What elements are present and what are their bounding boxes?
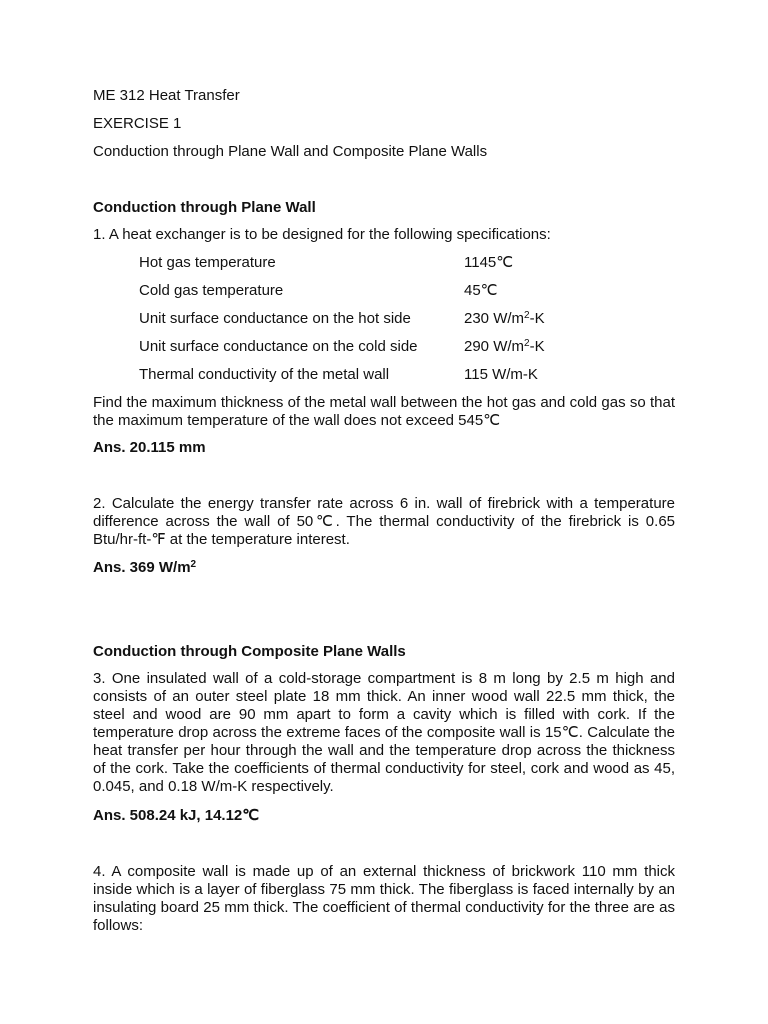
spec-name: Thermal conductivity of the metal wall xyxy=(139,366,390,383)
exercise-title: EXERCISE 1 xyxy=(93,115,182,132)
problem-2-text: 2. Calculate the energy transfer rate across 6 in. wall of firebrick with a temperature difference across the wall of 50℃. The thermal conductivity of the firebrick is 0.65 Btu/hr-ft-℉ at the temperature interest. xyxy=(93,495,675,548)
spec-name: Unit surface conductance on the cold side xyxy=(139,338,418,355)
problem-4-text: 4. A composite wall is made up of an external thickness of brickwork 110 mm thick inside which is a layer of fiberglass 75 mm thick. The fiberglass is faced internally by an insulating board 25 mm thick. The coefficient of thermal conductivity for the three are as follows: xyxy=(93,863,675,934)
spec-name: Cold gas temperature xyxy=(139,282,284,299)
spec-name: Unit surface conductance on the hot side xyxy=(139,310,411,327)
section-heading-plane-wall: Conduction through Plane Wall xyxy=(93,199,316,216)
problem-3-answer: Ans. 508.24 kJ, 14.12℃ xyxy=(93,807,260,824)
course-title: ME 312 Heat Transfer xyxy=(93,87,240,104)
spec-value: 45℃ xyxy=(464,282,498,299)
spec-name: Hot gas temperature xyxy=(139,254,276,271)
problem-1-intro: 1. A heat exchanger is to be designed for the following specifications: xyxy=(93,226,551,243)
problem-1-answer: Ans. 20.115 mm xyxy=(93,439,206,456)
section-heading-composite-walls: Conduction through Composite Plane Walls xyxy=(93,643,406,660)
spec-row xyxy=(139,310,639,328)
spec-value: 115 W/m-K xyxy=(464,366,538,383)
spec-row xyxy=(139,282,639,300)
spec-value: 1145℃ xyxy=(464,254,514,271)
topic-title: Conduction through Plane Wall and Composite Plane Walls xyxy=(93,143,488,160)
spec-value: 290 $W/m^2-K$ xyxy=(464,338,545,355)
spec-row xyxy=(139,366,639,384)
spec-row xyxy=(139,338,639,356)
spec-value: 230 $W/m^2-K$ xyxy=(464,310,545,327)
problem-1-question: Find the maximum thickness of the metal wall between the hot gas and cold gas so that the maximum temperature of the wall does not exceed 545℃ xyxy=(93,394,675,429)
problem-2-answer: Ans. 369 $W/m^2$ xyxy=(93,559,197,576)
problem-3-text: 3. One insulated wall of a cold-storage compartment is 8 m long by 2.5 m high and consists of an outer steel plate 18 mm thick. An inner wood wall 22.5 mm thick, the steel and wood are 90 mm apart to form a cavity which is filled with cork. If the temperature drop across the extreme faces of the composite wall is 15℃. Calculate the heat transfer per hour through the wall and the temperature drop across the thickness of the cork. Take the coefficients of thermal conductivity for steel, cork and wood as 45, 0.045, and 0.18 W/m-K respectively. xyxy=(93,670,675,795)
spec-row xyxy=(139,254,639,272)
